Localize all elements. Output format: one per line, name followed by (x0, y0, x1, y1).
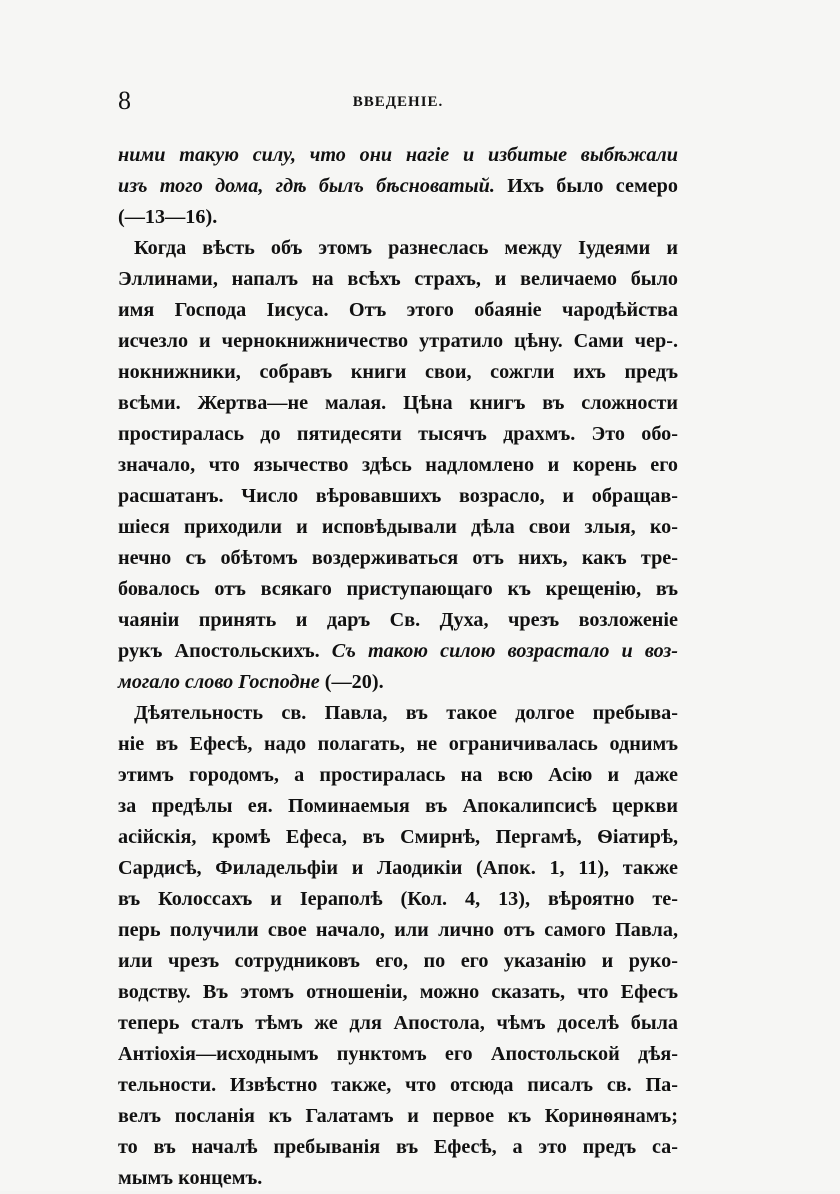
text-line: въ Колоссахъ и Іераполѣ (Кол. 4, 13), вѣроятно те- (118, 888, 678, 910)
text-line: водству. Въ этомъ отношеніи, можно сказать, что Ефесъ (118, 981, 678, 1003)
text-line: бовалось отъ всякаго приступающаго къ крещенію, въ (118, 578, 678, 600)
text-line: Антіохія—исходнымъ пунктомъ его Апостольской дѣя- (118, 1043, 678, 1065)
text-line: могало слово Господне (—20). (118, 671, 384, 693)
page-number: 8 (118, 86, 131, 115)
text-line: исчезло и чернокнижничество утратило цѣну. Сами чер-. (118, 330, 678, 352)
text-line: Когда вѣсть объ этомъ разнеслась между Іудеями и (134, 237, 678, 259)
page-header (118, 86, 678, 122)
text-line: теперь сталъ тѣмъ же для Апостола, чѣмъ доселѣ была (118, 1012, 678, 1034)
text-line: изъ того дома, гдѣ былъ бѣсноватый. Ихъ было семеро (118, 175, 678, 197)
text-line: ніе въ Ефесѣ, надо полагать, не ограничивалась однимъ (118, 733, 678, 755)
paragraph-1 (118, 140, 678, 233)
text-line: чаяніи принять и даръ Св. Духа, чрезъ возложеніе (118, 609, 678, 631)
text-line: рукъ Апостольскихъ. Съ такою силою возрастало и воз- (118, 640, 679, 662)
text-line: за предѣлы ея. Поминаемыя въ Апокалипсисѣ церкви (118, 795, 678, 817)
text-line: имя Господа Іисуса. Отъ этого обаяніе чародѣйства (118, 299, 678, 321)
text-line: велъ посланія къ Галатамъ и первое къ Коринѳянамъ; (118, 1105, 678, 1127)
text-line: простиралась до пятидесяти тысячъ драхмъ. Это обо- (118, 423, 678, 445)
text-line: или чрезъ сотрудниковъ его, по его указанію и руко- (118, 950, 678, 972)
text-line: этимъ городомъ, а простиралась на всю Асію и даже (118, 764, 678, 786)
text-line: Сардисѣ, Филадельфіи и Лаодикіи (Апок. 1, 11), также (118, 857, 678, 879)
text-line: всѣми. Жертва—не малая. Цѣна книгъ въ сложности (118, 392, 678, 414)
text-line: нокнижники, собравъ книги свои, сожгли ихъ предъ (118, 361, 678, 383)
text-line: (—13—16). (118, 206, 218, 228)
text-line: тельности. Извѣстно также, что отсюда писалъ св. Па- (118, 1074, 678, 1096)
text-line: ними такую силу, что они нагіе и избитые выбѣжали (118, 144, 678, 166)
body-text (118, 140, 678, 1194)
text-line: значало, что язычество здѣсь надломлено и корень его (118, 454, 678, 476)
text-line: то въ началѣ пребыванія въ Ефесѣ, а это предъ са- (118, 1136, 678, 1158)
running-title: ВВЕДЕНІЕ. (352, 94, 444, 110)
text-line: Эллинами, напалъ на всѣхъ страхъ, и величаемо было (118, 268, 678, 290)
text-line: асійскія, кромѣ Ефеса, въ Смирнѣ, Пергамѣ, Ѳіатирѣ, (118, 826, 678, 848)
text-line: Дѣятельность св. Павла, въ такое долгое пребыва- (134, 702, 678, 724)
text-line: нечно съ обѣтомъ воздерживаться отъ нихъ, какъ тре- (118, 547, 678, 569)
paragraph-2 (118, 233, 678, 698)
paragraph-3 (118, 698, 678, 1194)
text-line: мымъ концемъ. (118, 1167, 263, 1189)
text-line: расшатанъ. Число вѣровавшихъ возрасло, и обращав- (118, 485, 678, 507)
text-line: перь получили свое начало, или лично отъ самого Павла, (118, 919, 678, 941)
text-line: шіеся приходили и исповѣдывали дѣла свои злыя, ко- (118, 516, 678, 538)
